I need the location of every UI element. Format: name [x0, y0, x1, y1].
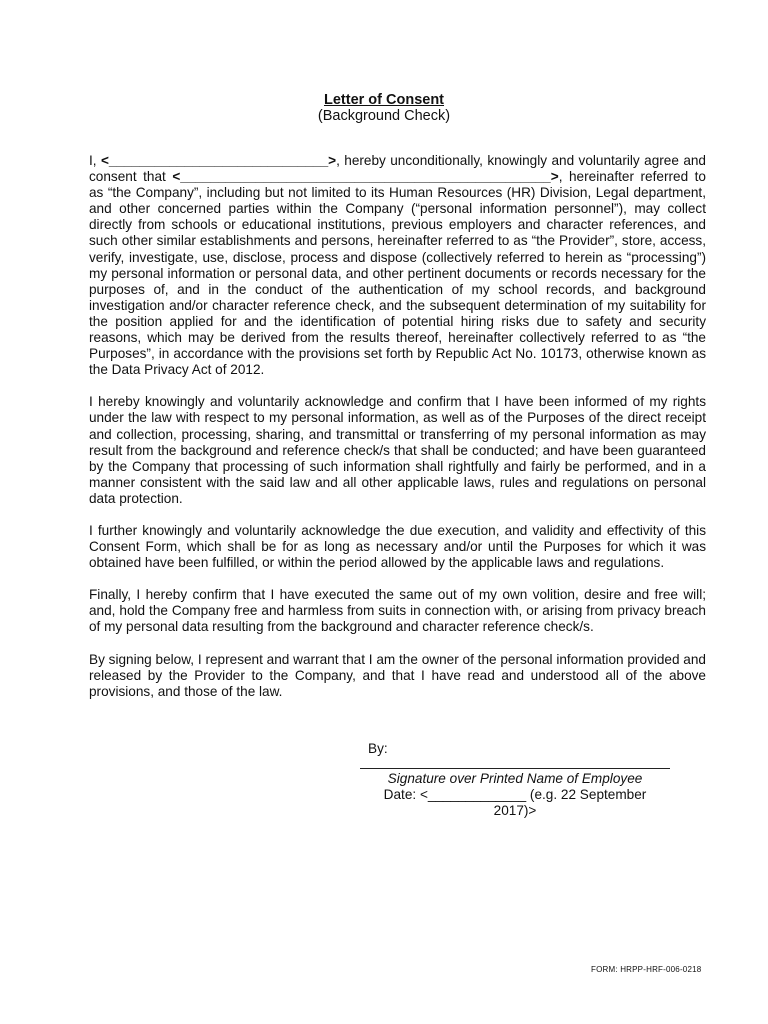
document-body: [89, 153, 706, 716]
date-line-continued: 2017)>: [493, 803, 537, 819]
consent-rest: , hereinafter referred to as “the Company”, including but not limited to its Human Resources (HR) Division, Legal department, and other concerned parties within the Company (“personal information personnel”), may collect directly from schools or educational institutions, previous employers and character references, and such other similar establishments and persons, hereinafter referred to as “the Provider”, store, access, verify, investigate, use, disclose, process and dispose (collectively referred to herein as “processing”) my personal information or personal data, and other pertinent documents or records necessary for the purposes of, and in the conduct of the authentication of my school records, and background investigation and/or character reference check, and the subsequent determination of my suitability for the position applied for and the identification of potential hiring risks due to safety and security reasons, which may be derived from the results thereof, hereinafter collectively referred to as “the Purposes”, in accordance with the provisions set forth by Republic Act No. 10173, otherwise known as the Data Privacy Act of 2012.: [89, 169, 706, 378]
signature-block: [360, 741, 680, 819]
paragraph-acknowledge-rights: I hereby knowingly and voluntarily acknowledge and confirm that I have been informed of my rights under the law with respect to my personal information, as well as of the Purposes of the direct receipt and collection, processing, sharing, and transmittal or transferring of my personal information as may result from the background and reference check/s that shall be conducted; and have been guaranteed by the Company that processing of such information shall rightfully and fairly be performed, and in a manner consistent with the said law and all other applicable laws, rules and regulations on personal data protection.: [89, 394, 706, 506]
document-subtitle: (Background Check): [317, 108, 451, 124]
consent-lead: I,: [89, 153, 101, 168]
company-name-blank: <_________________________________________________>: [172, 169, 559, 185]
date-line: Date: <_____________ (e.g. 22 September: [383, 787, 647, 803]
form-code: FORM: HRPP-HRF-006-0218: [591, 965, 702, 974]
paragraph-acknowledge-validity: I further knowingly and voluntarily acknowledge the due execution, and validity and effectivity of this Consent Form, which shall be for as long as necessary and/or until the Purposes for which it was obtained have been fulfilled, or within the period allowed by the applicable laws and regulations.: [89, 522, 706, 571]
consent-mid: , hereby unconditionally, knowingly and voluntarily agree and consent that: [89, 153, 706, 185]
document-title: Letter of Consent: [323, 92, 445, 108]
paragraph-consent: [89, 153, 706, 378]
paragraph-confirm-volition: Finally, I hereby confirm that I have executed the same out of my own volition, desire and free will; and, hold the Company free and harmless from suits in connection with, or arising from privacy breach of my personal data resulting from the background and character reference check/s.: [89, 587, 706, 635]
paragraph-warranty: By signing below, I represent and warrant that I am the owner of the personal information provided and released by the Provider to the Company, and that I have read and understood all of the above provisions, and those of the law.: [89, 651, 706, 699]
employee-name-blank: <_____________________________>: [100, 153, 337, 168]
signature-line: [360, 768, 670, 769]
by-label: By:: [368, 741, 388, 756]
title-block: [0, 92, 768, 124]
signature-caption: Signature over Printed Name of Employee: [387, 771, 643, 787]
